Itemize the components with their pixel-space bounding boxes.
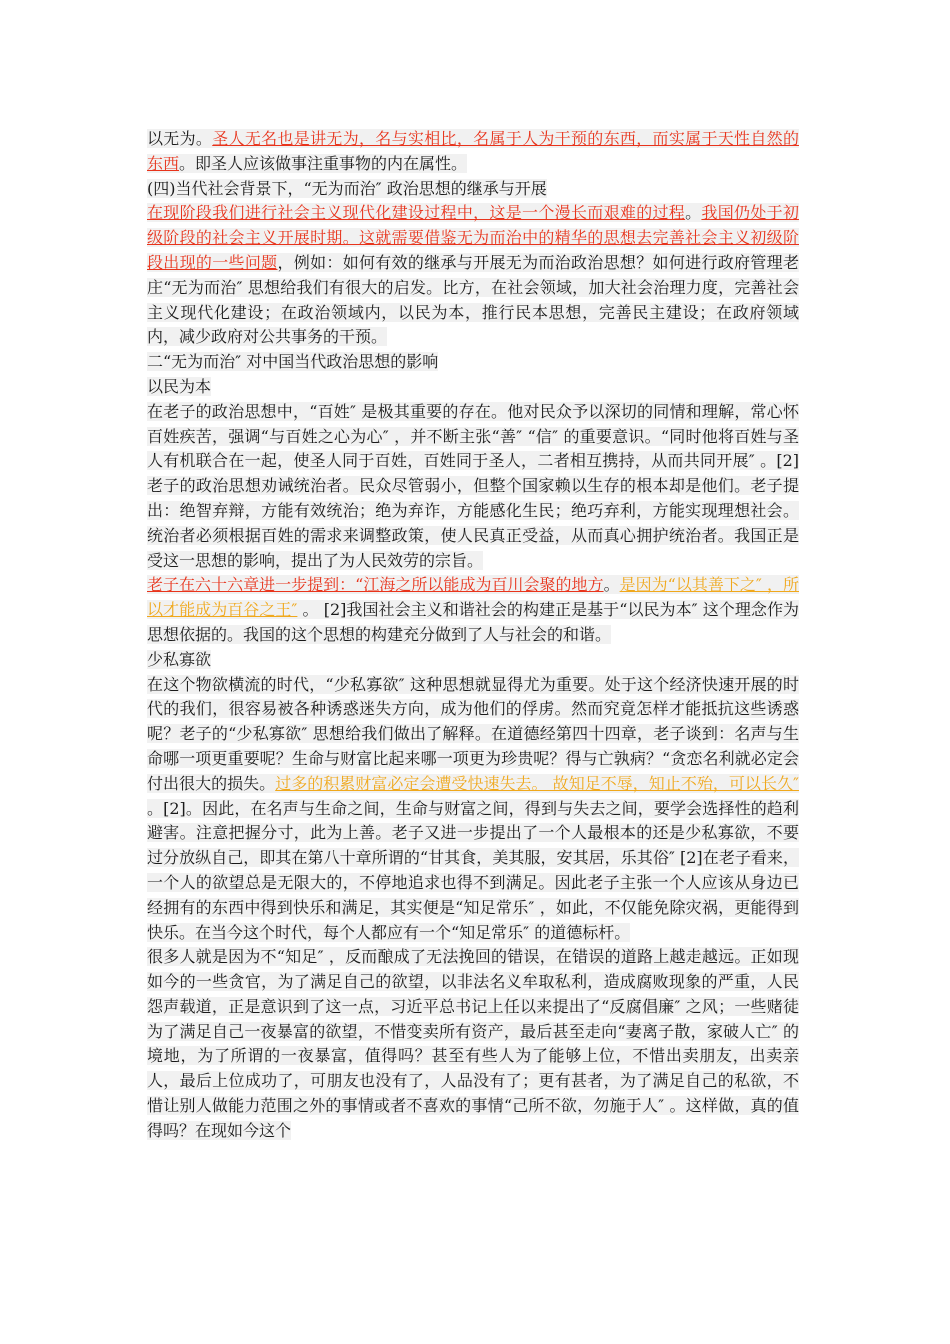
text-run: 。 [685,203,702,223]
text-run: 很多人就是因为不“知足″ ，反而酿成了无法挽回的错误，在错误的道路上越走越远。正如现如今的一些贪官，为了满足自己的欲望，以非法名义牟取私利，造成腐败现象的严重，人民怨声载道，正是意识到了这一点，习近平总书记上任以来提出了“反腐倡廉″ 之风；一些赌徒为了满足自己一夜暴富的欲望，不惜变卖所有资产，最后甚至走向“妻离子散，家破人亡″ 的境地，为了所谓的一夜暴富，值得吗？甚至有些人为了能够上位，不惜出卖朋友，出卖亲人，最后上位成功了，可朋友也没有了，人品没有了；更有甚者，为了满足自己的私欲，不惜让别人做能力范围之外的事情或者不喜欢的事情“己所不欲，勿施于人″ 。这样做，真的值得吗？在现如今这个 [147,947,799,1140]
section-heading [147,177,799,202]
text-run: 在这个物欲横流的时代，“少私寡欲″ 这种思想就显得尤为重要。处于这个经济快速开展的时代的我们，很容易被各种诱惑迷失方向，成为他们的俘虏。然而究竟怎样才能抵抗这些诱惑呢？老子的“少私寡欲″ 思想给我们做出了解释。在道德经第四十四章，老子谈到：名声与生命哪一项更重要呢？生命与财富比起来哪一项更为珍贵呢？得与亡孰病？“贪恋名利就必定会付出很大的损失。 [147,674,799,793]
text-run: 少私寡欲 [147,649,212,669]
annotation-red: 在现阶段我们进行社会主义现代化建设过程中，这是一个漫长而艰难的过程 [147,203,686,223]
text-run: (四)当代社会背景下，“无为而治″ 政治思想的继承与开展 [147,178,547,198]
text-run: 。即圣人应该做事注重事物的内在属性。 [179,153,468,173]
paragraph [147,201,799,350]
text-run: 。 [2]我国社会主义和谐社会的构建正是基于“以民为本″ 这个理念作为思想依据的。我国的这个思想的构建充分做到了人与社会的和谐。 [147,600,799,644]
annotation-red: 老子在六十六章进一步提到：“江海之所以能成为百川会聚的地方 [147,575,604,595]
paragraph [147,573,799,647]
subsection-heading [147,375,799,400]
annotation-orange: 过多的积累财富必定会遭受快速失去。 故知足不辱，知止不殆，可以长久″ [275,773,799,793]
document-body [147,127,799,1144]
text-run: 在老子的政治思想中，“百姓″ 是极其重要的存在。他对民众予以深切的同情和理解，常心怀百姓疾苦，强调“与百姓之心为心″ ，并不断主张“善″ “信″ 的重要意识。“同时他将百姓与圣人有机联合在一起，使圣人同于百姓，百姓同于圣人，二者相互携持，从而共同开展″ 。[2]老子的政治思想劝诫统治者。民众尽管弱小，但整个国家赖以生存的根本却是他们。老子提出：绝智弃辩，方能有效统治；绝为弃诈，方能感化生民；绝巧弃利，方能实现理想社会。统治者必须根据百姓的需求来调整政策，使人民真正受益，从而真心拥护统治者。我国正是受这一思想的影响，提出了为人民效劳的宗旨。 [147,401,799,570]
subsection-heading [147,648,799,673]
paragraph [147,400,799,574]
text-run: ，例如：如何有效的继承与开展无为而治政治思想？如何进行政府管理老庄“无为而治″ 思想给我们有很大的启发。比方，在社会领域，加大社会治理力度，完善社会主义现代化建设；在政治领域内，以民为本，推行民本思想，完善民主建设；在政府领域内，减少政府对公共事务的干预。 [147,252,799,347]
text-run: 以民为本 [147,376,212,396]
paragraph [147,127,799,177]
annotation-orange: 是因为“以其善下之″ ，所以才能成为百谷之王″ [147,575,799,620]
paragraph [147,945,799,1143]
text-run: 。[2]。因此，在名声与生命之间，生命与财富之间，得到与失去之间，要学会选择性的趋利避害。注意把握分寸，此为上善。老子又进一步提出了一个人最根本的还是少私寡欲，不要过分放纵自己，即其在第八十章所谓的“甘其食，美其服，安其居，乐其俗″ [2]在老子看来，一个人的欲望总是无限大的，不停地追求也得不到满足。因此老子主张一个人应该从身边已经拥有的东西中得到快乐和满足，其实便是“知足常乐″ ，如此，不仅能免除灾祸，更能得到快乐。在当今这个时代，每个人都应有一个“知足常乐″ 的道德标杆。 [147,798,799,942]
text-run: 二“无为而治″ 对中国当代政治思想的影响 [147,352,439,372]
section-heading [147,350,799,375]
paragraph [147,673,799,946]
annotation-red: 圣人无名也是讲无为，名与实相比，名属于人为干预的东西，而实属于天性自然的东西 [147,129,799,173]
text-run: 。 [603,575,620,595]
annotation-red: 我国仍处于初级阶段的社会主义开展时期。这就需要借鉴无为而治中的精华的思想去完善社会主义初级阶段出现的一些问题 [147,203,799,272]
text-run: 以无为。 [147,129,213,148]
